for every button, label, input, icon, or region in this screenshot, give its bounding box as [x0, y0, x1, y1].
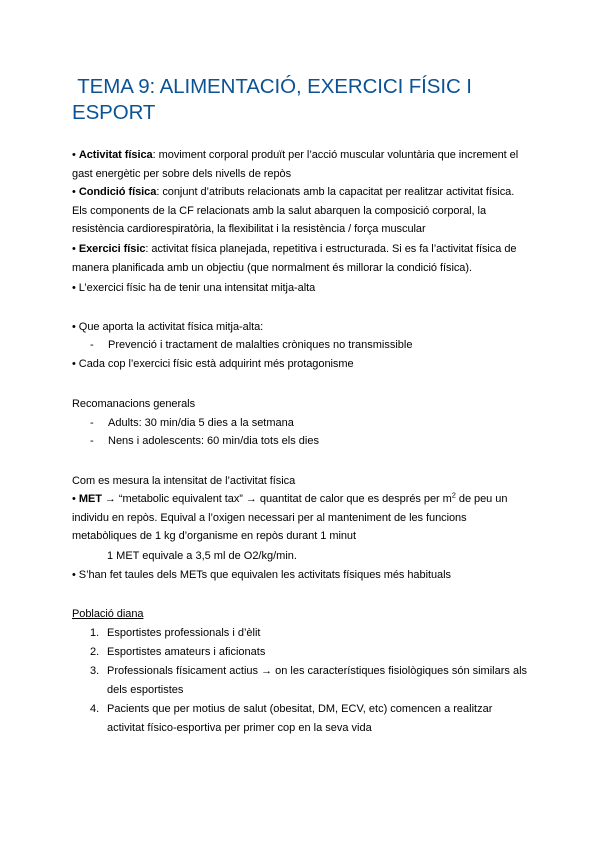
item-text: Pacients que per motius de salut (obesitat, DM, ECV, etc) comencen a realitzar activitat físico-esportiva per primer cop en la seva vida [107, 703, 493, 734]
met-taules-note: • S’han fet taules dels METs que equivalen les activitats físiques més habituals [72, 569, 451, 581]
recomanacio-text: Nens i adolescents: 60 min/dia tots els dies [108, 435, 319, 447]
title-text: TEMA 9: ALIMENTACIÓ, EXERCICI FÍSIC I ESPORT [72, 75, 472, 124]
definition-condicio-fisica [72, 183, 532, 239]
superscript-2: 2 [451, 490, 456, 500]
bullet: • [72, 186, 76, 198]
recomanacio-item [90, 432, 319, 451]
met-definition [72, 490, 532, 546]
item-text: Esportistes professionals i d’èlit [107, 627, 261, 639]
definition-text: : moviment corporal produït per l’acció muscular voluntària que increment el gast energètic per sobre dels nivells de repòs [72, 149, 519, 180]
term-activitat-fisica: Activitat física [78, 149, 153, 161]
item-number: 2. [90, 646, 100, 658]
definition-activitat-fisica [72, 146, 532, 183]
page-title [72, 74, 542, 126]
definition-text: : activitat física planejada, repetitiva i estructurada. Si es fa l’activitat física de manera planificada amb un objectiu (que normalment és millorar la condició física). [72, 243, 517, 274]
term-exercici-fisic: Exercici físic [78, 243, 146, 255]
aporta-item [90, 336, 412, 355]
definition-exercici-fisic [72, 240, 532, 277]
item-number: 1. [90, 627, 100, 639]
poblacio-item [90, 662, 530, 699]
bullet: • [72, 149, 76, 161]
term-met: MET [78, 493, 102, 505]
bullet: • [72, 493, 76, 505]
item-text: Professionals físicament actius → on les característiques fisiològiques són similars als dels esportistes [107, 665, 528, 696]
recomanacions-heading: Recomanacions generals [72, 398, 196, 410]
aporta-item-text: Prevenció i tractament de malalties cròniques no transmissible [108, 339, 413, 351]
item-number: 3. [90, 665, 100, 677]
dash: - [90, 339, 94, 351]
met-text-part2: de peu un individu en repòs. Equival a l’oxigen necessari per al manteniment de les funcions metabòliques de 1 kg d’organisme en repòs durant 1 minut [72, 493, 508, 542]
poblacio-item [90, 624, 530, 643]
definition-text: : conjunt d’atributs relacionats amb la capacitat per realitzar activitat física. Els components de la CF relacionats amb la salut abarquen la composició corporal, la resistència cardiorespiratòria, la flexibilitat i la resistència / força muscular [72, 186, 515, 235]
met-equivalence: 1 MET equivale a 3,5 ml de O2/kg/min. [107, 550, 297, 562]
recomanacio-text: Adults: 30 min/dia 5 dies a la setmana [108, 417, 294, 429]
aporta-question: • Que aporta la activitat física mitja-alta: [72, 321, 264, 333]
term-condicio-fisica: Condició física [78, 186, 157, 198]
intensitat-note: • L’exercici físic ha de tenir una intensitat mitja-alta [72, 282, 316, 294]
dash: - [90, 417, 94, 429]
poblacio-item [90, 700, 530, 737]
poblacio-heading: Població diana [72, 608, 144, 620]
bullet: • [72, 243, 76, 255]
item-number: 4. [90, 703, 100, 715]
poblacio-item [90, 643, 530, 662]
protagonisme-note: • Cada cop l’exercici físic està adquirint més protagonisme [72, 358, 354, 370]
dash: - [90, 435, 94, 447]
recomanacio-item [90, 414, 294, 433]
met-heading: Com es mesura la intensitat de l’activitat física [72, 475, 296, 487]
met-text-part1: → “metabolic equivalent tax” → quantitat de calor que es després per m [101, 493, 452, 505]
item-text: Esportistes amateurs i aficionats [107, 646, 266, 658]
